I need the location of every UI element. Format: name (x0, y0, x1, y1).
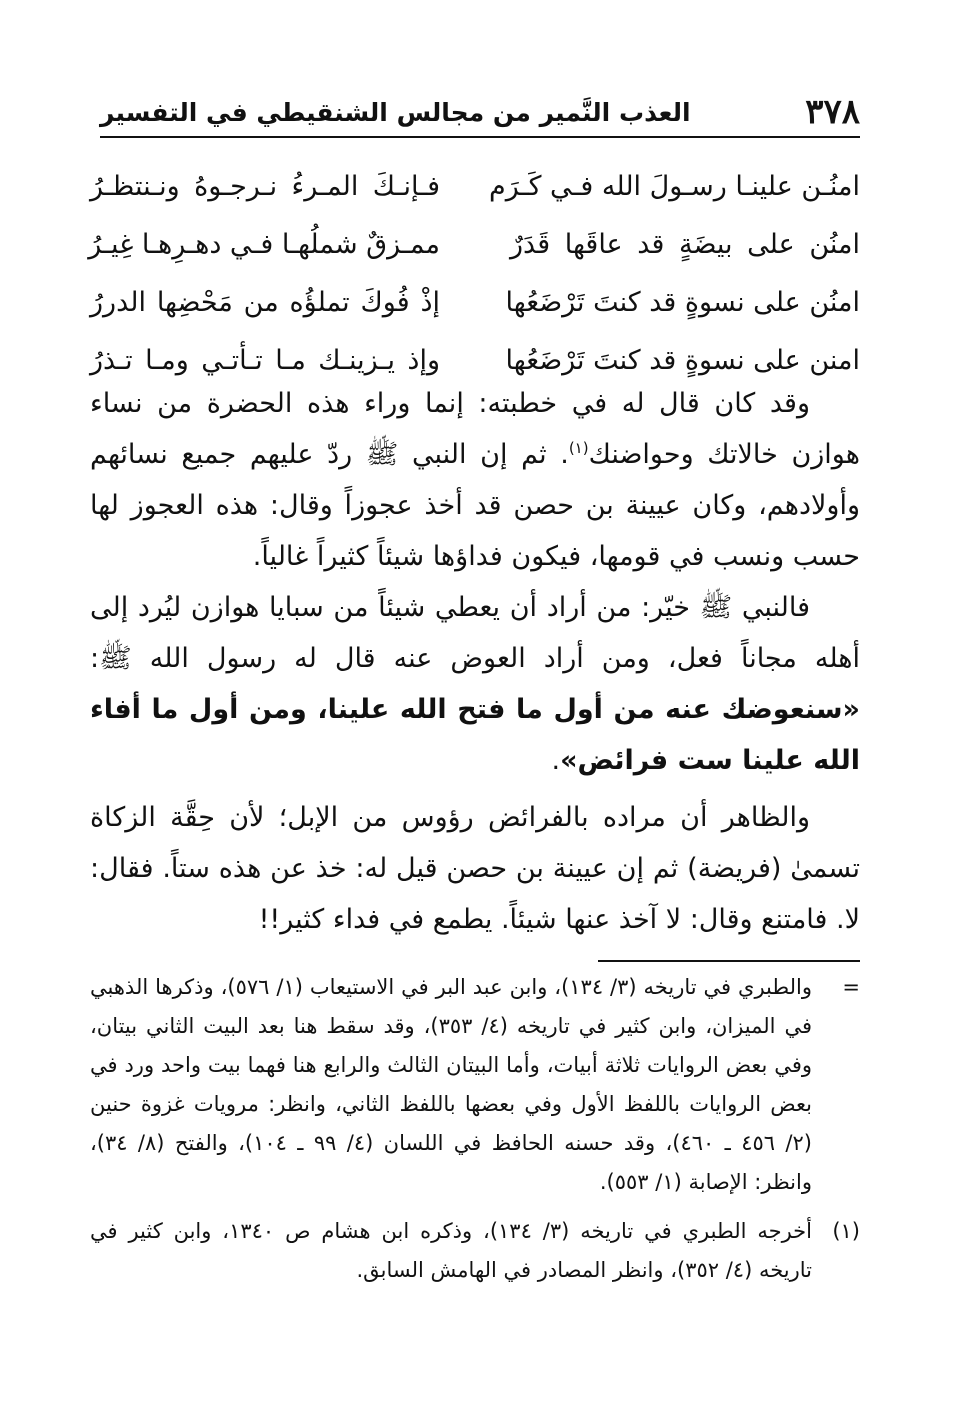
verse-first-hemistich: امنُـن علينـا رسـولَ الله فـي كَـرَم (489, 171, 860, 202)
verse-second-hemistich: فـإنـكَ المـرءُ نـرجـوهُ ونـنتظـرُ (90, 171, 440, 202)
hadith-quote: «سنعوضك عنه من أول ما فتح الله علينا، ومن أول ما أفاء الله علينا ست فرائض» (90, 694, 860, 776)
footnotes (90, 968, 860, 1290)
verse-first-hemistich: امنن على نسوةٍ قد كنتَ تَرْضَعُها (505, 345, 860, 376)
paragraph-text: . (551, 745, 561, 776)
verse-second-hemistich: إذْ فُوكَ تملؤُه من مَحْضِها الدررُ (90, 287, 440, 318)
paragraph (90, 792, 860, 945)
footnote-marker: = (842, 975, 860, 999)
footnote-text: أخرجه الطبري في تاريخه (٣/ ١٣٤)، وذكره ابن هشام ص ١٣٤٠، وابن كثير في تاريخه (٤/ ٣٥٢)، وانظر المصادر في الهامش السابق. (90, 1219, 812, 1282)
paragraph-text: فالنبي ﷺ خيّر: من أراد أن يعطي شيئاً من سبايا هوازن ليُرد إلى أهله مجاناً فعل، ومن أراد العوض عنه قال له رسول الله ﷺ: (90, 592, 860, 674)
verse-first-hemistich: امنُن على نسوةٍ قد كنتَ تَرْضَعُها (505, 287, 860, 318)
verse-row (90, 162, 860, 220)
paragraph (90, 582, 860, 786)
paragraph (90, 378, 860, 582)
body-text (90, 378, 860, 945)
verse-row (90, 220, 860, 278)
verse-row (90, 278, 860, 336)
paragraph-text: . ثم إن النبي ﷺ ردّ عليهم جميع نسائهم وأولادهم، وكان عيينة بن حصن قد أخذ عجوزاً وقال: هذه العجوز لها حسب ونسب في قومها، فيكون فداؤها شيئاً كثيراً غالياً. (90, 439, 860, 572)
footnote-reference: (١) (568, 439, 589, 457)
running-title: العذب النَّمير من مجالس الشنقيطي في التفسير (100, 98, 691, 127)
footnote-text: والطبري في تاريخه (٣/ ١٣٤)، وابن عبد البر في الاستيعاب (١/ ٥٧٦)، وذكرها الذهبي في الميزان، وابن كثير في تاريخه (٤/ ٣٥٣)، وقد سقط هنا بعد البيت الثاني بيتان، وفي بعض الروايات ثلاثة أبيات، وأما البيتان الثالث والرابع هنا فهما بيت واحد ورد في بعض الروايات باللفظ الأول وفي بعضها باللفظ الثاني، وانظر: مرويات غزوة حنين (٢/ ٤٥٦ ـ ٤٦٠)، وقد حسنه الحافظ في اللسان (٤/ ٩٩ ـ ١٠٤)، والفتح (٨/ ٣٤)، وانظر: الإصابة (١/ ٥٥٣). (90, 975, 812, 1194)
verse-second-hemistich: وإذ يـزينـك مـا تـأتـي ومـا تـذرُ (90, 345, 440, 376)
footnote-marker: (١) (832, 1219, 860, 1243)
footnote (90, 1212, 860, 1290)
paragraph-text: وقد كان قال له في خطبته: إنما وراء هذه الحضرة من نساء هوازن خالاتك وحواضنك (90, 388, 860, 470)
poem-block (90, 162, 860, 394)
footnote (90, 968, 860, 1202)
paragraph-text: والظاهر أن مراده بالفرائض رؤوس من الإبل؛ لأن حِقَّة الزكاة تسمىٰ (فريضة) ثم إن عيينة بن حصن قيل له: خذ عن هذه ستاً. فقال: لا. فامتنع وقال: لا آخذ عنها شيئاً. يطمع في فداء كثير!! (90, 802, 860, 935)
footnote-separator (598, 960, 860, 962)
page-number: ٣٧٨ (805, 92, 860, 132)
page-header (100, 92, 860, 138)
verse-second-hemistich: ممـزقٌ شملُهـا فـي دهـرِهـا غِيـرُ (88, 229, 440, 260)
verse-first-hemistich: امنُن على بيضَةٍ قد عاقَها قَدَرٌ (510, 229, 860, 260)
